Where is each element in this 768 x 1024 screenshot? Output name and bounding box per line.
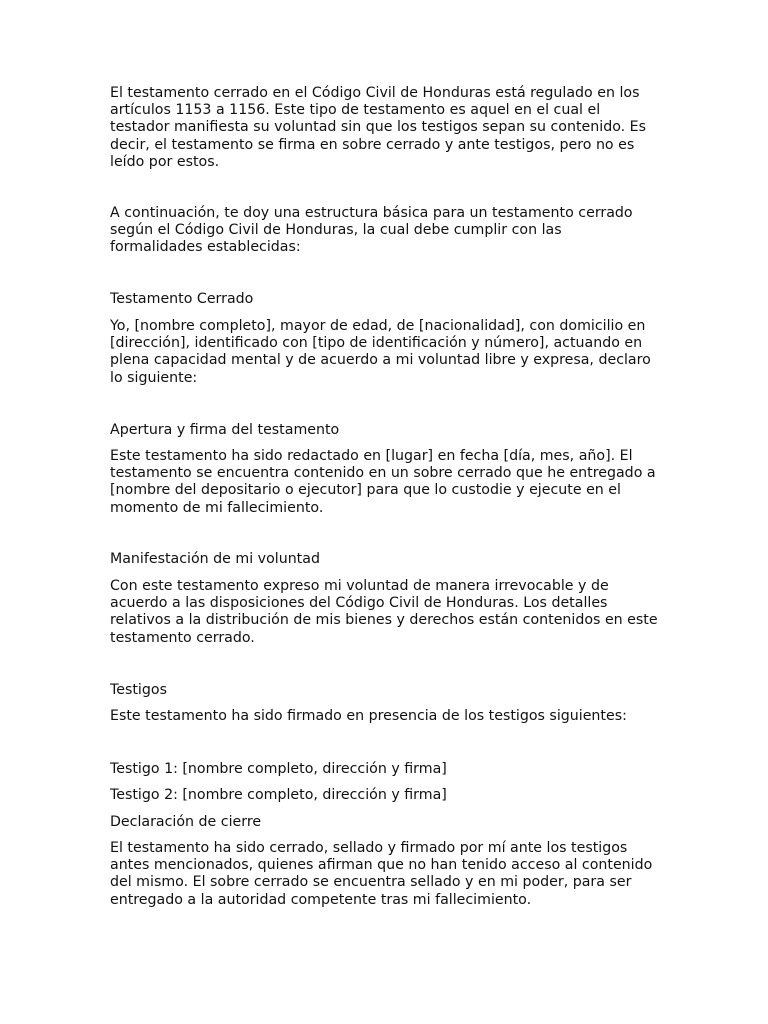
section-heading-closing: Declaración de cierre	[110, 814, 262, 830]
section-body-opening: Este testamento ha sido redactado en [lugar] en fecha [día, mes, año]. El testamento se encuentra contenido en un sobre cerrado que he entregado a [nombre del depositario o ejecutor] para que lo custodie y ejecute en el momento de mi fallecimiento.	[110, 448, 656, 516]
declaration-paragraph: Yo, [nombre completo], mayor de edad, de [nacionalidad], con domicilio en [dirección], identificado con [tipo de identificación y número], actuando en plena capacidad mental y de acuerdo a mi voluntad libre y expresa, declaro lo siguiente:	[110, 318, 651, 386]
section-body-closing: El testamento ha sido cerrado, sellado y firmado por mí ante los testigos antes mencionados, quienes afirman que no han tenido acceso al contenido del mismo. El sobre cerrado se encuentra sellado y en mi poder, para ser entregado a la autoridad competente tras mi fallecimiento.	[110, 840, 653, 908]
section-heading-witnesses: Testigos	[110, 682, 167, 698]
structure-paragraph: A continuación, te doy una estructura básica para un testamento cerrado según el Código Civil de Honduras, la cual debe cumplir con las formalidades establecidas:	[110, 205, 633, 256]
section-body-witnesses: Este testamento ha sido firmado en presencia de los testigos siguientes:	[110, 708, 627, 724]
section-heading-opening: Apertura y firma del testamento	[110, 422, 340, 438]
witness-1-line: Testigo 1: [nombre completo, dirección y firma]	[110, 761, 447, 777]
witness-2-line: Testigo 2: [nombre completo, dirección y firma]	[110, 787, 447, 803]
intro-paragraph: El testamento cerrado en el Código Civil de Honduras está regulado en los artículos 1153 a 1156. Este tipo de testamento es aquel en el cual el testador manifiesta su voluntad sin que los testigos sepan su contenido. Es decir, el testamento se firma en sobre cerrado y ante testigos, pero no es leído por estos.	[110, 85, 647, 170]
section-body-will: Con este testamento expreso mi voluntad de manera irrevocable y de acuerdo a las disposiciones del Código Civil de Honduras. Los detalles relativos a la distribución de mis bienes y derechos están contenidos en este testamento cerrado.	[110, 578, 658, 646]
document-title: Testamento Cerrado	[110, 291, 254, 307]
section-heading-will: Manifestación de mi voluntad	[110, 551, 320, 567]
